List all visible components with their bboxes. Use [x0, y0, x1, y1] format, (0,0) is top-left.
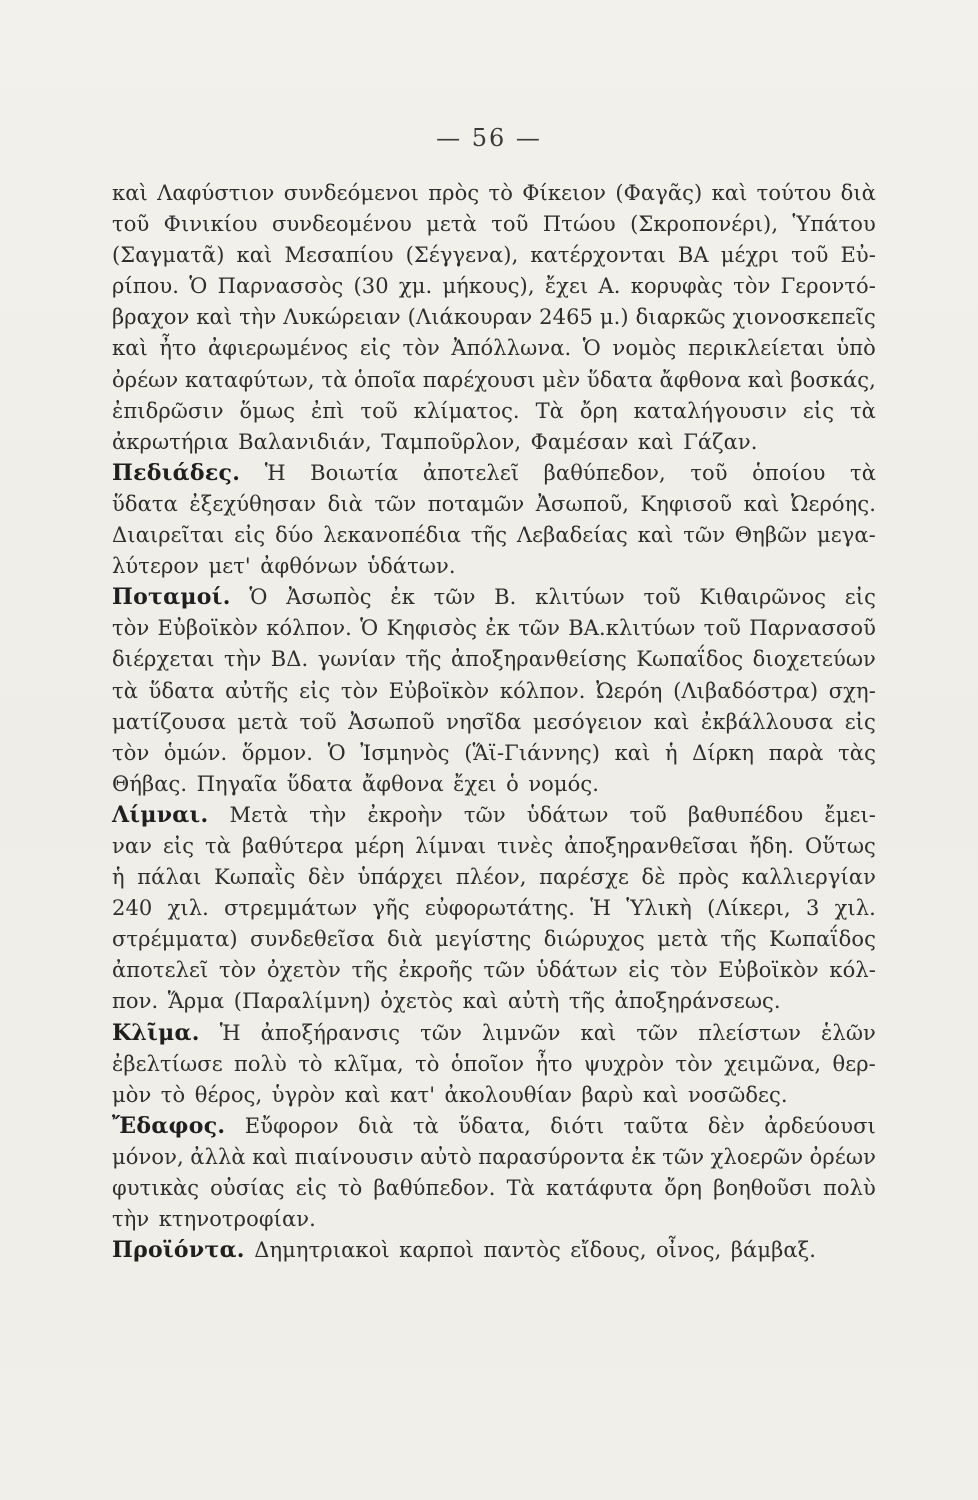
- text-line: φυτικὰς οὐσίας εἰς τὸ βαθύπεδον. Τὰ κατάφυτα ὄρη βοηθοῦσι πολὺ: [112, 1176, 876, 1200]
- page-number: — 56 —: [436, 124, 542, 152]
- section-heading: Προϊόντα.: [112, 1237, 245, 1264]
- text-line: ἐπιδρῶσιν ὅμως ἐπὶ τοῦ κλίματος. Τὰ ὄρη καταλήγουσιν εἰς τὰ: [112, 398, 876, 423]
- text-line: μὸν τὸ θέρος, ὑγρὸν καὶ κατ' ἀκολουθίαν βαρὺ καὶ νοσῶδες.: [112, 1082, 788, 1107]
- text-line: διέρχεται τὴν ΒΔ. γωνίαν τῆς ἀποξηρανθείσης Κωπαΐδος διοχετεύων: [112, 647, 876, 672]
- section-heading: Πεδιάδες.: [112, 459, 241, 486]
- text-line: πον. Ἅρμα (Παραλίμνη) ὀχετὸς καὶ αὐτὴ τῆς ἀποξηράνσεως.: [112, 989, 781, 1014]
- text-line: (Σαγματᾶ) καὶ Μεσαπίου (Σέγγενα), κατέρχονται ΒΑ μέχρι τοῦ Εὐ-: [112, 243, 876, 268]
- text-line: Πεδιάδες. Ἡ Βοιωτία ἀποτελεῖ βαθύπεδον, τοῦ ὁποίου τὰ: [112, 458, 876, 489]
- paragraph: [112, 1111, 876, 1235]
- paragraph: [112, 178, 876, 458]
- text-line: καὶ Λαφύστιον συνδεόμενοι πρὸς τὸ Φίκειον (Φαγᾶς) καὶ τούτου διὰ: [112, 181, 876, 205]
- text-line: ναν εἰς τὰ βαθύτερα μέρη λίμναι τινὲς ἀποξηρανθεῖσαι ἤδη. Οὕτως: [112, 833, 876, 858]
- text-line: τὸν ὁμών. ὅρμον. Ὁ Ἰσμηνὸς (Ἅϊ-Γιάννης) καὶ ἡ Δίρκη παρὰ τὰς: [112, 740, 876, 765]
- text-line: 240 χιλ. στρεμμάτων γῆς εὐφορωτάτης. Ἡ Ὑλικὴ (Λίκερι, 3 χιλ.: [112, 896, 876, 921]
- paragraph: [112, 1235, 876, 1266]
- text-line: Κλῖμα. Ἡ ἀποξήρανσις τῶν λιμνῶν καὶ τῶν πλείστων ἑλῶν: [112, 1018, 876, 1049]
- paragraph: [112, 458, 876, 582]
- text-line: στρέμματα) συνδεθεῖσα διὰ μεγίστης διώρυχος μετὰ τῆς Κωπαΐδος: [112, 927, 876, 952]
- text-line: βραχον καὶ τὴν Λυκώρειαν (Λιάκουραν 2465 μ.) διαρκῶς χιονοσκεπεῖς: [112, 305, 876, 330]
- paragraph: [112, 1018, 876, 1111]
- text-line: τὴν κτηνοτροφίαν.: [112, 1207, 316, 1232]
- text-line: ἀποτελεῖ τὸν ὀχετὸν τῆς ἐκροῆς τῶν ὑδάτων εἰς τὸν Εὐβοϊκὸν κόλ-: [112, 958, 876, 983]
- text-line: Ποταμοί. Ὁ Ἀσωπὸς ἐκ τῶν Β. κλιτύων τοῦ Κιθαιρῶνος εἰς: [112, 582, 876, 613]
- paragraph: [112, 800, 876, 1018]
- text-line: ἐβελτίωσε πολὺ τὸ κλῖμα, τὸ ὁποῖον ἦτο ψυχρὸν τὸν χειμῶνα, θερ-: [112, 1051, 876, 1076]
- text-line: Διαιρεῖται εἰς δύο λεκανοπέδια τῆς Λεβαδείας καὶ τῶν Θηβῶν μεγα-: [112, 523, 876, 548]
- text-line: τὰ ὕδατα αὐτῆς εἰς τὸν Εὐβοϊκὸν κόλπον. Ὠερόη (Λιβαδόστρα) σχη-: [112, 678, 876, 703]
- section-heading: Ποταμοί.: [112, 584, 231, 611]
- section-heading: Λίμναι.: [112, 801, 209, 828]
- text-line: λύτερον μετ' ἀφθόνων ὑδάτων.: [112, 554, 456, 579]
- text-line: ρίπου. Ὁ Παρνασσὸς (30 χμ. μήκους), ἔχει Α. κορυφὰς τὸν Γεροντό-: [112, 274, 876, 299]
- text-line: Θήβας. Πηγαῖα ὕδατα ἄφθονα ἔχει ὁ νομός.: [112, 771, 600, 796]
- body-text: [112, 178, 876, 1266]
- text-line: τὸν Εὐβοϊκὸν κόλπον. Ὁ Κηφισὸς ἐκ τῶν ΒΑ.κλιτύων τοῦ Παρνασσοῦ: [112, 616, 876, 641]
- text-line: Προϊόντα. Δημητριακοὶ καρποὶ παντὸς εἴδους, οἶνος, βάμβαξ.: [112, 1235, 876, 1266]
- text-line: καὶ ἦτο ἀφιερωμένος εἰς τὸν Ἀπόλλωνα. Ὁ νομὸς περικλείεται ὑπὸ: [112, 336, 876, 361]
- text-line: Ἔδαφος. Εὔφορον διὰ τὰ ὕδατα, διότι ταῦτα δὲν ἀρδεύουσι: [112, 1111, 876, 1142]
- section-heading: Κλῖμα.: [112, 1019, 200, 1046]
- text-line: Λίμναι. Μετὰ τὴν ἐκροὴν τῶν ὑδάτων τοῦ βαθυπέδου ἔμει-: [112, 800, 876, 831]
- text-line: ὀρέων καταφύτων, τὰ ὁποῖα παρέχουσι μὲν ὕδατα ἄφθονα καὶ βοσκάς,: [112, 367, 876, 392]
- text-line: τοῦ Φινικίου συνδεομένου μετὰ τοῦ Πτώου (Σκροπονέρι), Ὑπάτου: [112, 212, 876, 237]
- text-line: μόνον, ἀλλὰ καὶ πιαίνουσιν αὐτὸ παρασύροντα ἐκ τῶν χλοερῶν ὀρέων: [112, 1144, 876, 1169]
- text-line: ὕδατα ἐξεχύθησαν διὰ τῶν ποταμῶν Ἀσωποῦ, Κηφισοῦ καὶ Ὠερόης.: [112, 491, 876, 516]
- text-line: ματίζουσα μετὰ τοῦ Ἀσωποῦ νησῖδα μεσόγειον καὶ ἐκβάλλουσα εἰς: [112, 709, 876, 734]
- section-heading: Ἔδαφος.: [112, 1112, 226, 1139]
- text-line: ἡ πάλαι Κωπαῒς δὲν ὑπάρχει πλέον, παρέσχε δὲ πρὸς καλλιεργίαν: [112, 865, 876, 890]
- text-line: ἀκρωτήρια Βαλανιδιάν, Ταμποῦρλον, Φαμέσαν καὶ Γάζαν.: [112, 429, 758, 454]
- paragraph: [112, 582, 876, 800]
